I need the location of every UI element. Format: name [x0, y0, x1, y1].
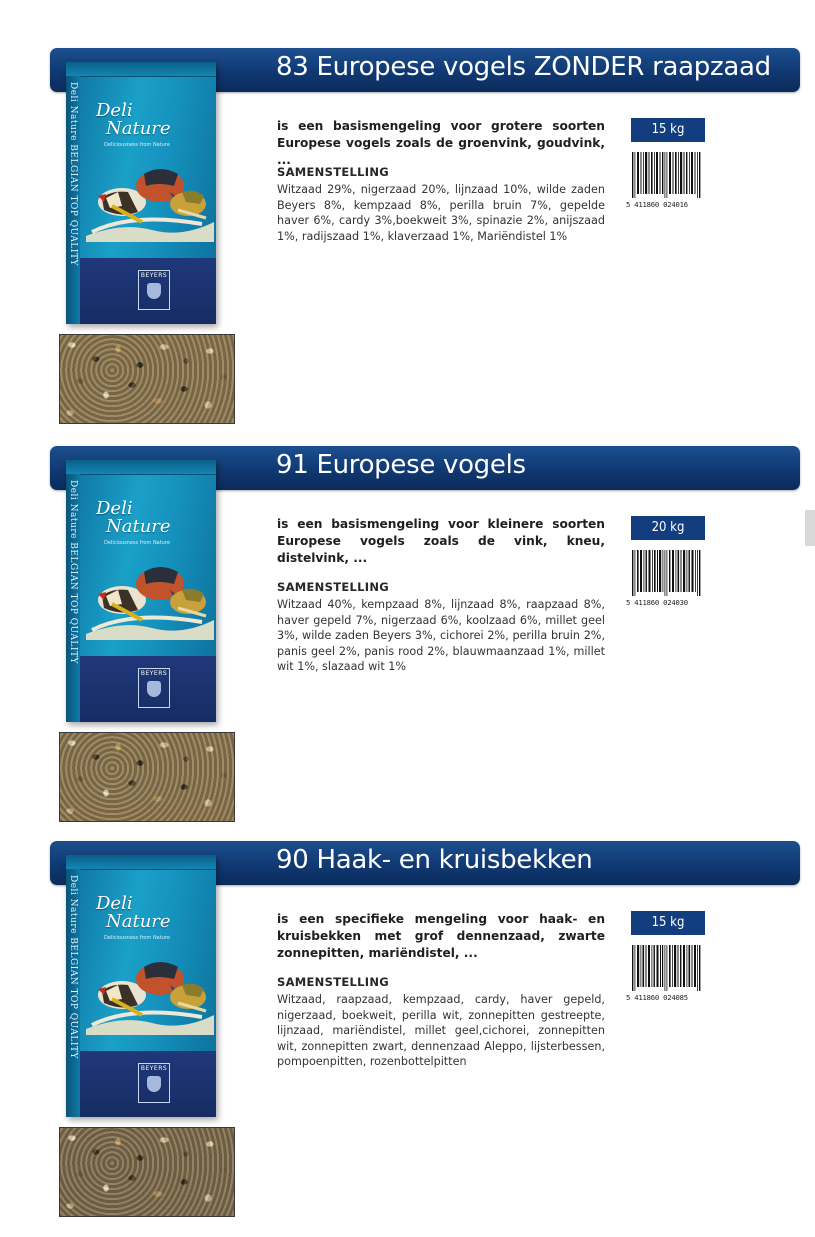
product-title: 83 Europese vogels ZONDER raapzaad [276, 52, 771, 82]
weight-badge: 15 kg [631, 911, 705, 935]
birds-illustration [82, 152, 216, 242]
composition-heading: SAMENSTELLING [277, 165, 389, 179]
product-bag-image [66, 62, 216, 324]
composition-text: Witzaad 29%, nigerzaad 20%, lijnzaad 10%, wilde zaden Beyers 8%, kempzaad 8%, perilla bruin 7%, gepelde haver 6%, cardy 3%,boekweit 3%, spinazie 2%, anijszaad 1%, radijszaad 1%, klaverzaad 1%, Mariëndistel 1% [277, 183, 605, 243]
birds-illustration [82, 945, 216, 1035]
barcode [626, 550, 706, 607]
barcode [626, 945, 706, 1002]
bag-logo-line2: Nature [106, 118, 171, 139]
page-edge-mark [805, 510, 815, 546]
beyers-logo [138, 270, 170, 310]
bag-bottom-panel [80, 258, 216, 324]
product-83 [0, 48, 815, 443]
bag-logo-line1: Deli [96, 498, 133, 519]
beyers-logo-text: BEYERS [140, 1065, 168, 1072]
barcode [626, 152, 706, 209]
barcode-icon [626, 945, 706, 993]
bag-side-text: Deli Nature BELGIAN TOP QUALITY [68, 875, 78, 1059]
shield-icon [147, 681, 161, 697]
shield-icon [147, 283, 161, 299]
bag-top [66, 855, 216, 870]
bag-logo-line1: Deli [96, 893, 133, 914]
seed-mix-photo [59, 732, 235, 822]
beyers-logo [138, 1063, 170, 1103]
composition-heading: SAMENSTELLING [277, 975, 389, 989]
bag-side [66, 474, 80, 722]
bag-tagline: Deliciousness from Nature [104, 540, 170, 546]
bag-tagline: Deliciousness from Nature [104, 935, 170, 941]
product-91 [0, 446, 815, 841]
seed-mix-photo [59, 1127, 235, 1217]
bag-side-text: Deli Nature BELGIAN TOP QUALITY [68, 480, 78, 664]
weight-badge: 20 kg [631, 516, 705, 540]
seed-mix-photo [59, 334, 235, 424]
product-title: 90 Haak- en kruisbekken [276, 845, 593, 875]
bag-bottom-panel [80, 656, 216, 722]
bag-top [66, 460, 216, 475]
composition-text: Witzaad 40%, kempzaad 8%, lijnzaad 8%, raapzaad 8%, haver gepeld 7%, nigerzaad 6%, koolzaad 6%, millet geel 3%, wilde zaden Beyers 3%, cichorei 2%, perilla bruin 2%, panis geel 2%, panis rood 2%, blauwmaanzaad 1%, millet wit 1%, slazaad wit 1% [277, 598, 605, 673]
shield-icon [147, 1076, 161, 1092]
bag-bottom-panel [80, 1051, 216, 1117]
bag-logo [96, 500, 206, 536]
bag-logo-line1: Deli [96, 100, 133, 121]
barcode-icon [626, 152, 706, 200]
product-bag-image [66, 855, 216, 1117]
product-bag-image [66, 460, 216, 722]
bag-tagline: Deliciousness from Nature [104, 142, 170, 148]
product-description: is een basismengeling voor grotere soorten Europese vogels zoals de groenvink, goudvink, ... [277, 119, 605, 167]
barcode-number: 5 411860 024016 [626, 200, 688, 209]
bag-logo [96, 895, 206, 931]
barcode-number: 5 411860 024030 [626, 598, 688, 607]
bag-top [66, 62, 216, 77]
product-description: is een basismengeling voor kleinere soorten Europese vogels zoals de vink, kneu, distelvink, ... [277, 517, 605, 565]
weight-badge: 15 kg [631, 118, 705, 142]
beyers-logo [138, 668, 170, 708]
product-title: 91 Europese vogels [276, 450, 526, 480]
barcode-number: 5 411860 024085 [626, 993, 688, 1002]
barcode-icon [626, 550, 706, 598]
beyers-logo-text: BEYERS [140, 272, 168, 279]
beyers-logo-text: BEYERS [140, 670, 168, 677]
birds-illustration [82, 550, 216, 640]
bag-logo [96, 102, 206, 138]
product-description: is een specifieke mengeling voor haak- en kruisbekken met grof dennenzaad, zwarte zonnepitten, mariëndistel, ... [277, 912, 605, 960]
product-90 [0, 841, 815, 1236]
bag-side-text: Deli Nature BELGIAN TOP QUALITY [68, 82, 78, 266]
bag-side [66, 869, 80, 1117]
composition-text: Witzaad, raapzaad, kempzaad, cardy, haver gepeld, nigerzaad, boekweit, perilla wit, zonnepitten gestreepte, lijnzaad, mariëndistel, millet geel,cichorei, zonnepitten wit, zonnepitten zwart, dennenzaad Aleppo, lijsterbessen, pompoenpitten, rozenbottelpitten [277, 993, 605, 1068]
composition-heading: SAMENSTELLING [277, 580, 389, 594]
bag-side [66, 76, 80, 324]
bag-logo-line2: Nature [106, 911, 171, 932]
bag-logo-line2: Nature [106, 516, 171, 537]
